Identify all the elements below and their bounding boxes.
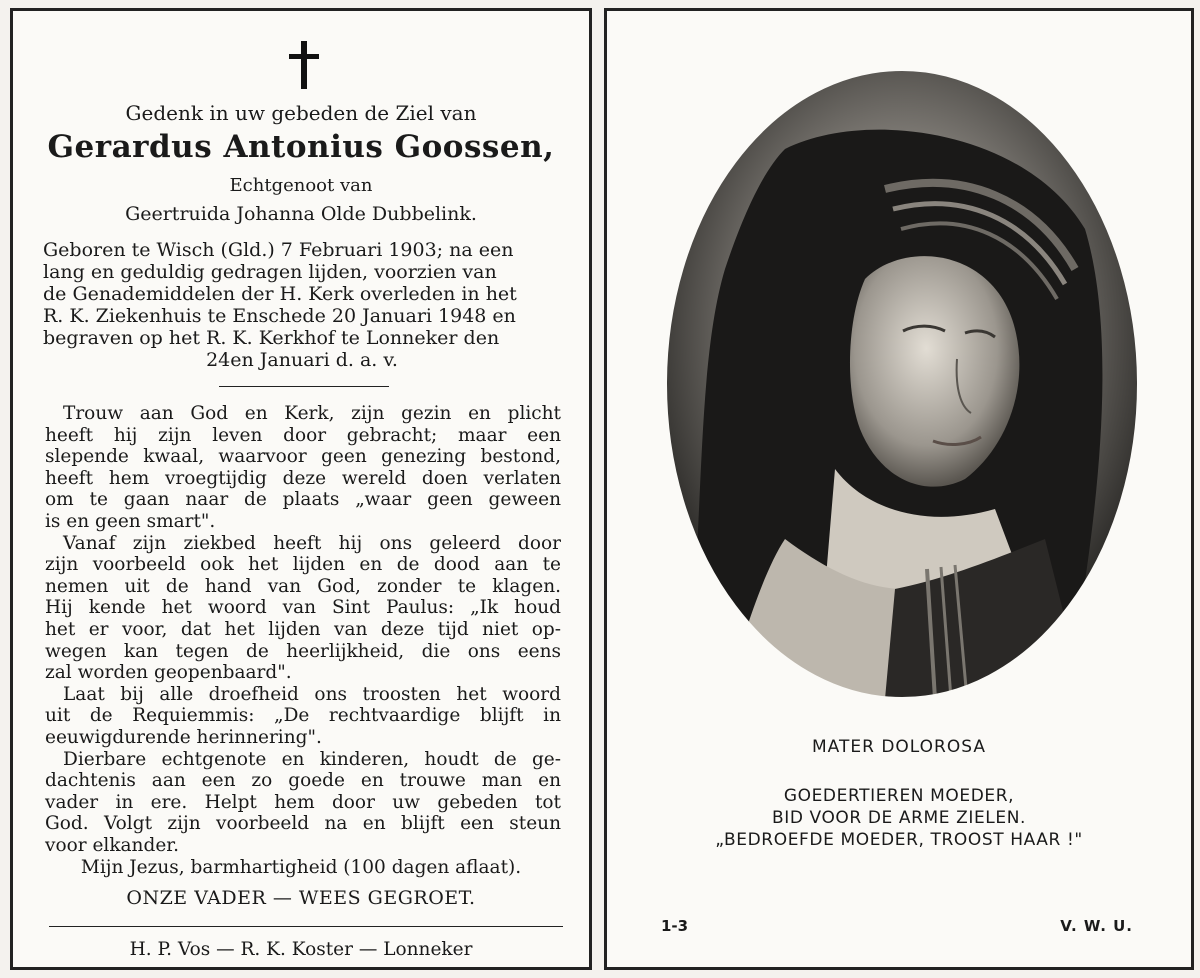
tribute-line: Dierbare echtgenote en kinderen, houdt de ge- xyxy=(63,748,561,770)
intro-line: Gedenk in uw gebeden de Ziel van xyxy=(125,101,477,125)
divider-long xyxy=(49,926,563,927)
printer-line: H. P. Vos — R. K. Koster — Lonneker xyxy=(129,939,473,960)
tribute-line: dachtenis aan een zo goede en trouwe man en xyxy=(45,770,561,792)
spouse-name: Geertruida Johanna Olde Dubbelink. xyxy=(125,203,477,225)
tribute-line: Hij kende het woord van Sint Paulus: „Ik houd xyxy=(45,597,561,619)
tribute-line: heeft hij zijn leven door gebracht; maar een xyxy=(45,424,561,446)
tribute-line: voor elkander. xyxy=(45,834,179,856)
bio-line: de Genademiddelen der H. Kerk overleden in het xyxy=(43,283,517,305)
bio-line: 24en Januari d. a. v. xyxy=(206,349,398,371)
tribute-line: uit de Requiemmis: „De rechtvaardige blijft in xyxy=(45,705,561,727)
prayer-line: ONZE VADER — WEES GEGROET. xyxy=(126,887,476,909)
memorial-card-image-panel xyxy=(604,8,1194,970)
tribute-line: om te gaan naar de plaats „waar geen geween xyxy=(45,489,561,511)
spouse-label: Echtgenoot van xyxy=(229,175,373,196)
tribute-line: Laat bij alle droefheid ons troosten het woord xyxy=(63,683,561,705)
tribute-line: zal worden geopenbaard". xyxy=(45,662,292,684)
card-code: 1-3 xyxy=(661,917,689,935)
prayer-line: GOEDERTIEREN MOEDER, xyxy=(783,786,1015,806)
bio-line: lang en geduldig gedragen lijden, voorzien van xyxy=(43,261,497,283)
publisher-mark: V. W. U. xyxy=(1060,917,1133,935)
image-caption-title: MATER DOLOROSA xyxy=(812,737,986,757)
tribute-line: nemen uit de hand van God, zonder te klagen. xyxy=(45,575,561,597)
prayer-line: „BEDROEFDE MOEDER, TROOST HAAR !" xyxy=(715,830,1083,850)
bio-line: begraven op het R. K. Kerkhof te Lonneker den xyxy=(43,327,500,349)
tribute-line: is en geen smart". xyxy=(45,510,216,532)
tribute-line: wegen kan tegen de heerlijkheid, die ons eens xyxy=(45,640,561,662)
tribute-line: Vanaf zijn ziekbed heeft hij ons geleerd door xyxy=(63,532,561,554)
prayer-line: BID VOOR DE ARME ZIELEN. xyxy=(771,808,1027,828)
cross-icon xyxy=(289,41,319,91)
tribute-line: het er voor, dat het lijden van deze tijd niet op- xyxy=(45,618,561,640)
mater-dolorosa-portrait xyxy=(665,69,1139,699)
tribute-line: slepende kwaal, waarvoor geen genezing bestond, xyxy=(45,446,561,468)
indulgence-line: Mijn Jezus, barmhartigheid (100 dagen aflaat). xyxy=(80,857,522,878)
tribute-text xyxy=(45,403,561,856)
biography-paragraph xyxy=(43,239,561,371)
tribute-line: God. Volgt zijn voorbeeld na en blijft een steun xyxy=(45,813,561,835)
tribute-line: eeuwigdurende herinnering". xyxy=(45,726,322,748)
tribute-line: heeft hem vroegtijdig deze wereld doen verlaten xyxy=(45,467,561,489)
tribute-line: Trouw aan God en Kerk, zijn gezin en plicht xyxy=(63,403,561,424)
memorial-card-text-panel xyxy=(10,8,592,970)
tribute-line: zijn voorbeeld ook het lijden en de dood aan te xyxy=(45,554,561,576)
portrait-illustration xyxy=(665,69,1139,699)
deceased-name: Gerardus Antonius Goossen, xyxy=(47,129,555,165)
image-prayer xyxy=(607,785,1191,851)
tribute-line: vader in ere. Helpt hem door uw gebeden tot xyxy=(45,791,561,813)
bio-line: Geboren te Wisch (Gld.) 7 Februari 1903; na een xyxy=(43,239,514,261)
divider-short xyxy=(219,386,389,387)
bio-line: R. K. Ziekenhuis te Enschede 20 Januari 1948 en xyxy=(43,305,516,327)
